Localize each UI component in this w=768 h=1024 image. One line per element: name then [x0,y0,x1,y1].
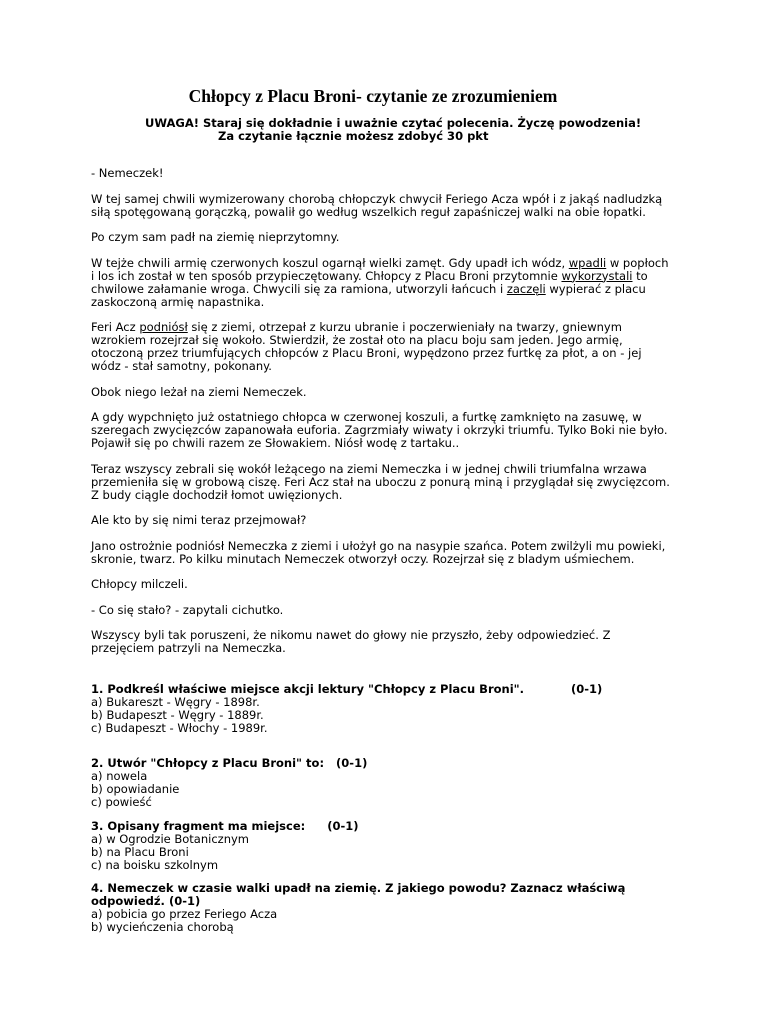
answer-options [91,696,691,735]
underlined-word-podniosl: podniósł [139,320,188,334]
paragraph-2: W tej samej chwili wymizerowany chorobą chłopczyk chwycił Feriego Acza wpół i z jakąś nadludzką siłą spotęgowaną gorączką, powalił go według wszelkich reguł zapaśniczej walki na obie łopatki. [91,191,663,219]
paragraph-9: Ale kto by się nimi teraz przejmował? [91,513,307,527]
answer-options [91,770,691,809]
paragraph-11: Chłopcy milczeli. [91,577,188,591]
answer-option-a: a) pobicia go przez Feriego Acza [91,907,278,921]
paragraph-4-text: W tejże chwili armię czerwonych koszul ogarnął wielki zamęt. Gdy upadł ich wódz, [91,255,569,270]
paragraph-7: A gdy wypchnięto już ostatniego chłopca w czerwonej koszuli, a furtkę zamknięto na zasuwę, w szeregach zwycięzców zapanowała euforia. Zagrzmiały wiwaty i okrzyki triumfu. Tylko Boki nie było. Pojawił się po chwili razem ze Słowakiem. Niósł wodę z tartaku.. [91,410,668,450]
question-points: (0-1) [336,756,368,770]
underlined-word-wpadli: wpadli [568,255,607,270]
answer-option-a: a) Bukareszt - Węgry - 1898r. [91,695,260,709]
answer-option-b: b) wycieńczenia chorobą [91,920,234,934]
paragraph-8: Teraz wszyscy zebrali się wokół leżącego na ziemi Nemeczka i w jednej chwili triumfalna wrzawa przemieniła się w grobową ciszę. Feri Acz stał na uboczu z ponurą miną i przyglądał się zwycięzcom. Z budy ciągle dochodził łomot uwięzionych. [91,461,670,502]
question-3 [91,820,691,872]
question-text: 2. Utwór "Chłopcy z Placu Broni" to: [91,756,325,770]
answer-option-b: b) Budapeszt - Węgry - 1889r. [91,708,264,722]
question-points: (0-1) [327,819,359,833]
paragraph-4-text: to chwilowe załamanie wroga. Chwycili się za ramiona, utworzyli łańcuch i [91,268,648,296]
notice-line-1: UWAGA! Staraj się dokładnie i uważnie czytać polecenia. Życzę powodzenia! [145,116,642,130]
question-title [91,757,691,770]
question-text: 3. Opisany fragment ma miejsce: [91,819,306,833]
underlined-word-zaczeli: zaczęli [506,281,546,296]
paragraph-4-text: wypierać z placu zaskoczoną armię napastnika. [91,281,646,309]
paragraph-5-text: Feri Acz [91,320,140,334]
paragraph-13: Wszyscy byli tak poruszeni, że nikomu nawet do głowy nie przyszło, żeby odpowiedzieć. Z przejęciem patrzyli na Nemeczka. [91,628,611,655]
question-points: (0-1) [168,894,201,908]
answer-options [91,908,691,934]
paragraph-3: Po czym sam padł na ziemię nieprzytomny. [91,230,340,244]
document-title: Chłopcy z Placu Broni- czytanie ze zrozumieniem [188,86,558,106]
answer-option-b: b) opowiadanie [91,782,180,796]
paragraph-10: Jano ostrożnie podniósł Nemeczka z ziemi i ułożył go na nasypie szańca. Potem zwilżyli mu powieki, skronie, twarz. Po kilku minutach Nemeczek otworzył oczy. Rozejrzał się z bladym uśmiechem. [91,538,666,566]
paragraph-5 [91,321,671,373]
notice-line-2: Za czytanie łącznie możesz zdobyć 30 pkt [218,129,489,143]
question-title [91,882,631,908]
question-2 [91,757,691,809]
paragraph-4-text: w popłoch i los ich został w ten sposób przypieczętowany. Chłopcy z Placu Broni przytomnie [91,255,669,283]
answer-option-c: c) Budapeszt - Włochy - 1989r. [91,721,268,735]
answer-options [91,833,691,872]
question-1 [91,683,691,735]
paragraph-12: - Co się stało? - zapytali cichutko. [91,602,284,617]
answer-option-a: a) w Ogrodzie Botanicznym [91,832,249,846]
answer-option-b: b) na Placu Broni [91,845,189,859]
answer-option-c: c) powieść [91,795,152,809]
reading-text [91,167,671,668]
answer-option-c: c) na boisku szkolnym [91,858,219,872]
question-text: 4. Nemeczek w czasie walki upadł na ziemię. Z jakiego powodu? Zaznacz właściwą odpowiedź. [91,881,626,908]
question-4 [91,882,691,934]
question-text: 1. Podkreśl właściwe miejsce akcji lektury "Chłopcy z Placu Broni". [91,682,525,696]
paragraph-1: - Nemeczek! [91,166,164,180]
paragraph-5-text: się z ziemi, otrzepał z kurzu ubranie i poczerwieniały na twarzy, gniewnym wzrokiem rozejrzał się wokoło. Stwierdził, że został oto na placu boju sam jeden. Jego armię, otoczoną przez triumfujących chłopców z Placu Broni, wypędzono przez furtkę za płot, a on - jej wódz - stał samotny, pokonany. [91,320,642,373]
answer-option-a: a) nowela [91,769,148,783]
paragraph-6: Obok niego leżał na ziemi Nemeczek. [91,384,307,399]
question-points: (0-1) [571,682,603,696]
underlined-word-wykorzystali: wykorzystali [561,268,633,283]
paragraph-4 [91,257,671,309]
